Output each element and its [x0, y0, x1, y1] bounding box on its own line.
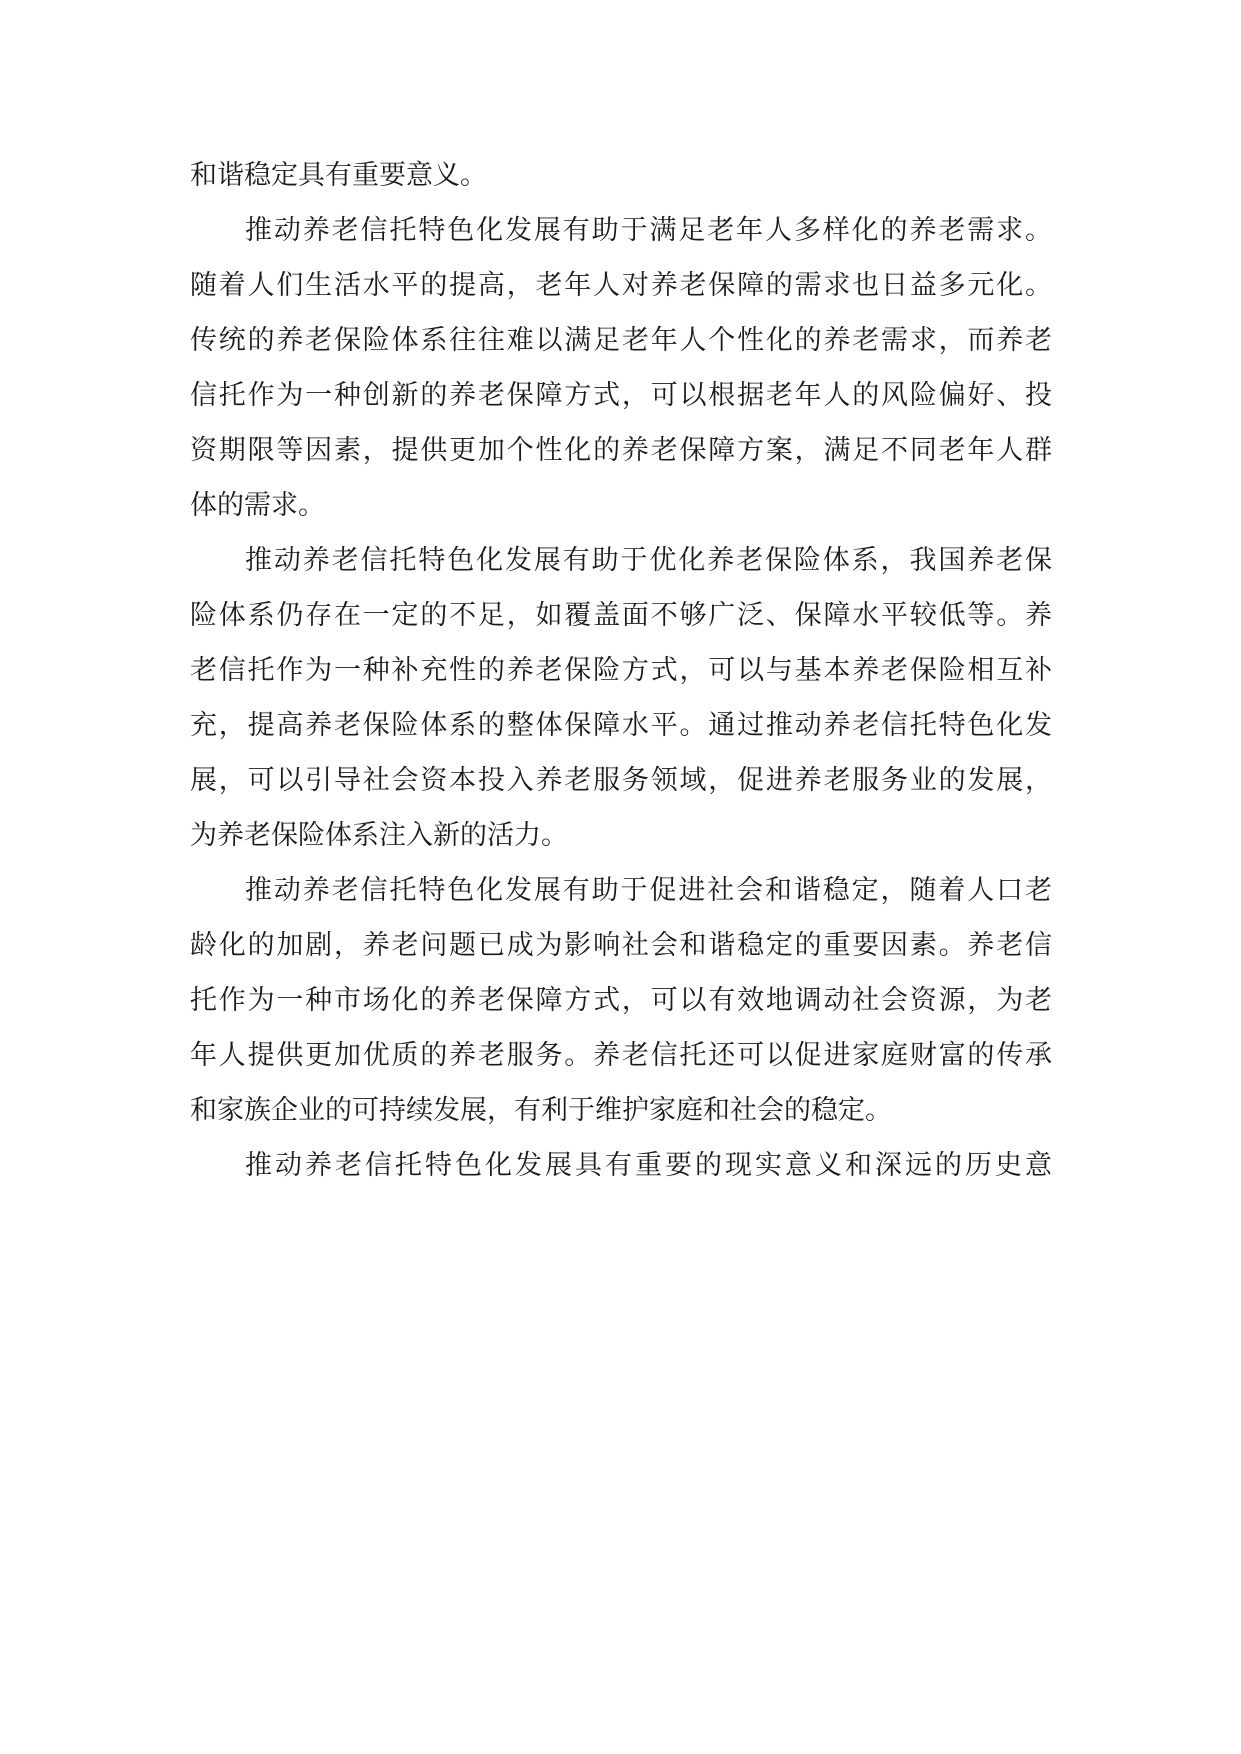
text-line: 展，可以引导社会资本投入养老服务领域，促进养老服务业的发展，	[190, 765, 1052, 796]
text-line: 推动养老信托特色化发展有助于促进社会和谐稳定，随着人口老	[245, 875, 1052, 906]
text-line: 充，提高养老保险体系的整体保障水平。通过推动养老信托特色化发	[190, 710, 1052, 741]
text-line: 龄化的加剧，养老问题已成为影响社会和谐稳定的重要因素。养老信	[190, 930, 1052, 961]
text-line: 老信托作为一种补充性的养老保险方式，可以与基本养老保险相互补	[190, 655, 1052, 686]
text-line: 资期限等因素，提供更加个性化的养老保障方案，满足不同老年人群	[190, 435, 1052, 466]
text-line: 和谐稳定具有重要意义。	[190, 160, 487, 191]
text-line: 推动养老信托特色化发展具有重要的现实意义和深远的历史意	[245, 1150, 1052, 1181]
text-line: 随着人们生活水平的提高，老年人对养老保障的需求也日益多元化。	[190, 270, 1052, 301]
text-line: 推动养老信托特色化发展有助于满足老年人多样化的养老需求。	[245, 215, 1052, 246]
text-line: 信托作为一种创新的养老保障方式，可以根据老年人的风险偏好、投	[190, 380, 1052, 411]
document-body	[190, 148, 1052, 1193]
text-line: 体的需求。	[190, 490, 325, 521]
paragraph	[190, 863, 1052, 1138]
text-line: 推动养老信托特色化发展有助于优化养老保险体系，我国养老保	[245, 545, 1052, 576]
text-line: 险体系仍存在一定的不足，如覆盖面不够广泛、保障水平较低等。养	[190, 600, 1052, 631]
text-line: 年人提供更加优质的养老服务。养老信托还可以促进家庭财富的传承	[190, 1040, 1052, 1071]
paragraph	[190, 1138, 1052, 1193]
paragraph	[190, 203, 1052, 533]
text-line: 和家族企业的可持续发展，有利于维护家庭和社会的稳定。	[190, 1095, 892, 1126]
text-line: 传统的养老保险体系往往难以满足老年人个性化的养老需求，而养老	[190, 325, 1052, 356]
text-line: 为养老保险体系注入新的活力。	[190, 820, 568, 851]
paragraph	[190, 148, 1052, 203]
paragraph	[190, 533, 1052, 863]
text-line: 托作为一种市场化的养老保障方式，可以有效地调动社会资源，为老	[190, 985, 1052, 1016]
